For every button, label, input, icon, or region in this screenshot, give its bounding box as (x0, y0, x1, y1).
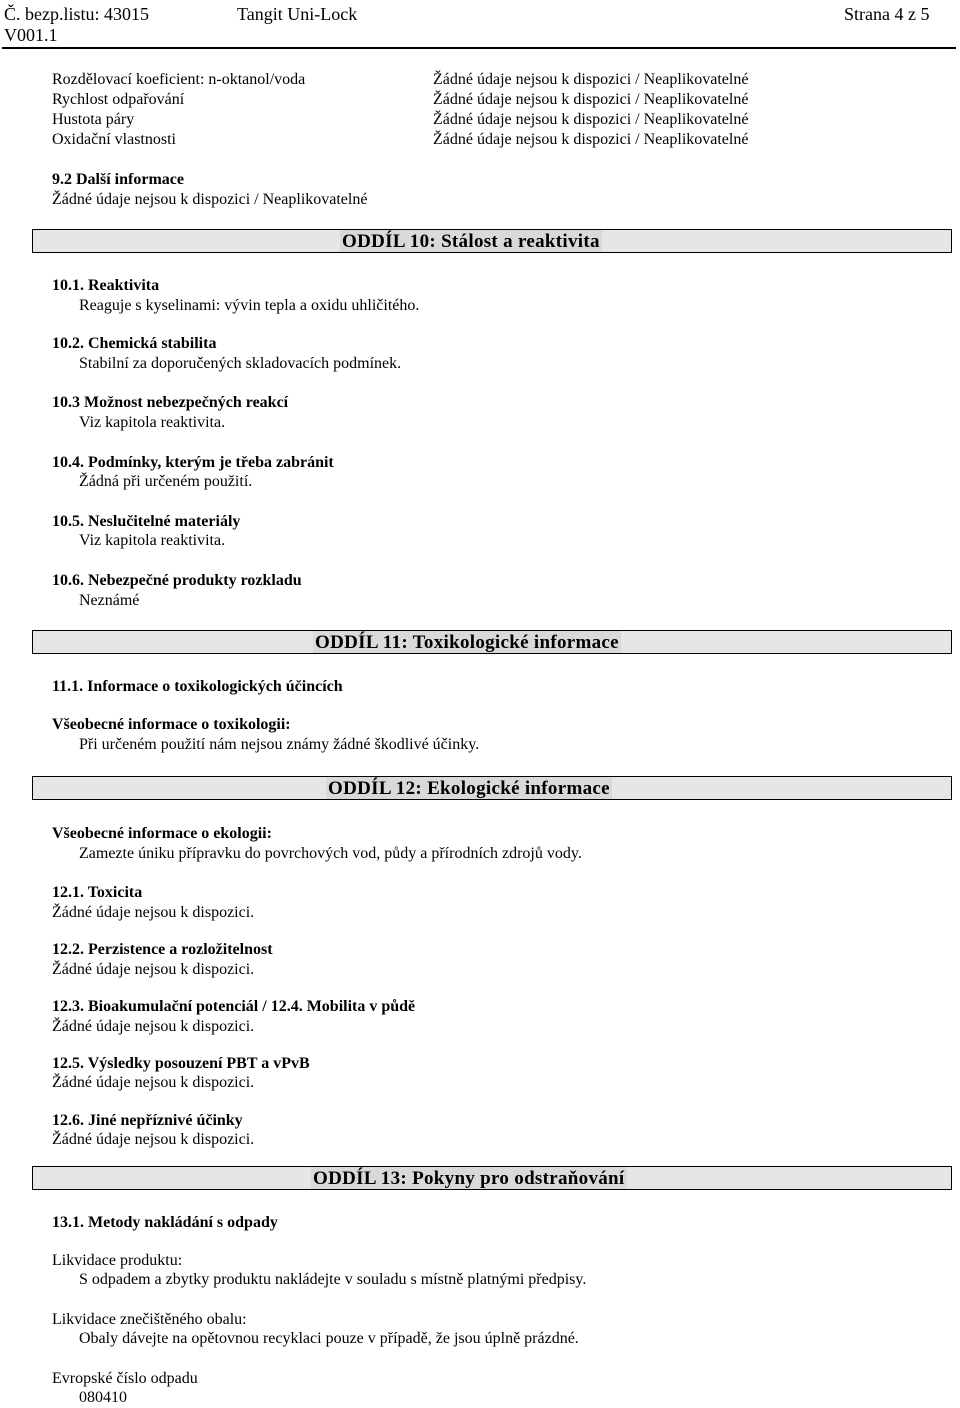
header-rule (2, 47, 956, 49)
subsection-heading: 11.1. Informace o toxikologických účincích (52, 678, 343, 695)
subsection-heading: 12.6. Jiné nepříznivé účinky (52, 1112, 243, 1129)
subsection-heading: 10.6. Nebezpečné produkty rozkladu (52, 572, 302, 589)
waste-code: 080410 (79, 1389, 127, 1406)
subsection-text: Žádné údaje nejsou k dispozici. (52, 1018, 255, 1035)
subsection-heading: 10.5. Neslučitelné materiály (52, 513, 241, 530)
general-label: Všeobecné informace o ekologii: (52, 825, 272, 842)
product-name: Tangit Uni-Lock (237, 4, 358, 24)
subsection-text: Žádná při určeném použití. (79, 473, 253, 490)
doc-number: Č. bezp.listu: 43015 (4, 4, 149, 24)
subsection-text: Žádné údaje nejsou k dispozici / Neaplikovatelné (52, 191, 368, 208)
property-value: Žádné údaje nejsou k dispozici / Neaplikovatelné (433, 71, 749, 88)
subsection-text: Viz kapitola reaktivita. (79, 414, 226, 431)
product-disposal-label: Likvidace produktu: (52, 1252, 183, 1269)
page-number: Strana 4 z 5 (844, 4, 930, 24)
subsection-heading: 13.1. Metody nakládání s odpady (52, 1214, 278, 1231)
subsection-text: Žádné údaje nejsou k dispozici. (52, 1074, 255, 1091)
property-value: Žádné údaje nejsou k dispozici / Neaplikovatelné (433, 131, 749, 148)
section-bar (32, 229, 952, 253)
property-label: Oxidační vlastnosti (52, 131, 176, 148)
subsection-heading: 10.4. Podmínky, kterým je třeba zabránit (52, 454, 334, 471)
property-label: Hustota páry (52, 111, 135, 128)
subsection-heading: 10.3 Možnost nebezpečných reakcí (52, 394, 289, 411)
product-disposal-text: S odpadem a zbytky produktu nakládejte v souladu s místně platnými předpisy. (79, 1271, 587, 1288)
section-title: ODDÍL 11: Toxikologické informace (315, 632, 619, 653)
subsection-heading: 10.2. Chemická stabilita (52, 335, 217, 352)
general-text: Zamezte úniku přípravku do povrchových vod, půdy a přírodních zdrojů vody. (79, 845, 582, 862)
packaging-disposal-label: Likvidace znečištěného obalu: (52, 1311, 247, 1328)
section-title: ODDÍL 12: Ekologické informace (328, 778, 610, 799)
section-bar (32, 1166, 952, 1190)
subsection-heading: 12.3. Bioakumulační potenciál / 12.4. Mobilita v půdě (52, 998, 416, 1015)
subsection-text: Žádné údaje nejsou k dispozici. (52, 961, 255, 978)
subsection-text: Žádné údaje nejsou k dispozici. (52, 1131, 255, 1148)
general-text: Při určeném použití nám nejsou známy žádné škodlivé účinky. (79, 736, 480, 753)
subsection-text: Žádné údaje nejsou k dispozici. (52, 904, 255, 921)
section-title: ODDÍL 10: Stálost a reaktivita (342, 231, 600, 252)
subsection-heading: 10.1. Reaktivita (52, 277, 160, 294)
property-value: Žádné údaje nejsou k dispozici / Neaplikovatelné (433, 91, 749, 108)
section-bar (32, 630, 952, 654)
subsection-text: Viz kapitola reaktivita. (79, 532, 226, 549)
subsection-text: Neznámé (79, 592, 140, 609)
subsection-text: Reaguje s kyselinami: vývin tepla a oxidu uhličitého. (79, 297, 420, 314)
general-label: Všeobecné informace o toxikologii: (52, 716, 291, 733)
waste-code-label: Evropské číslo odpadu (52, 1370, 198, 1387)
property-label: Rychlost odpařování (52, 91, 185, 108)
packaging-disposal-text: Obaly dávejte na opětovnou recyklaci pouze v případě, že jsou úplně prázdné. (79, 1330, 579, 1347)
subsection-text: Stabilní za doporučených skladovacích podmínek. (79, 355, 402, 372)
doc-version: V001.1 (4, 25, 58, 45)
subsection-heading: 12.2. Perzistence a rozložitelnost (52, 941, 273, 958)
subsection-heading: 9.2 Další informace (52, 171, 184, 188)
property-label: Rozdělovací koeficient: n-oktanol/voda (52, 71, 306, 88)
property-value: Žádné údaje nejsou k dispozici / Neaplikovatelné (433, 111, 749, 128)
subsection-heading: 12.1. Toxicita (52, 884, 143, 901)
subsection-heading: 12.5. Výsledky posouzení PBT a vPvB (52, 1055, 310, 1072)
section-bar (32, 776, 952, 800)
section-title: ODDÍL 13: Pokyny pro odstraňování (313, 1168, 625, 1189)
